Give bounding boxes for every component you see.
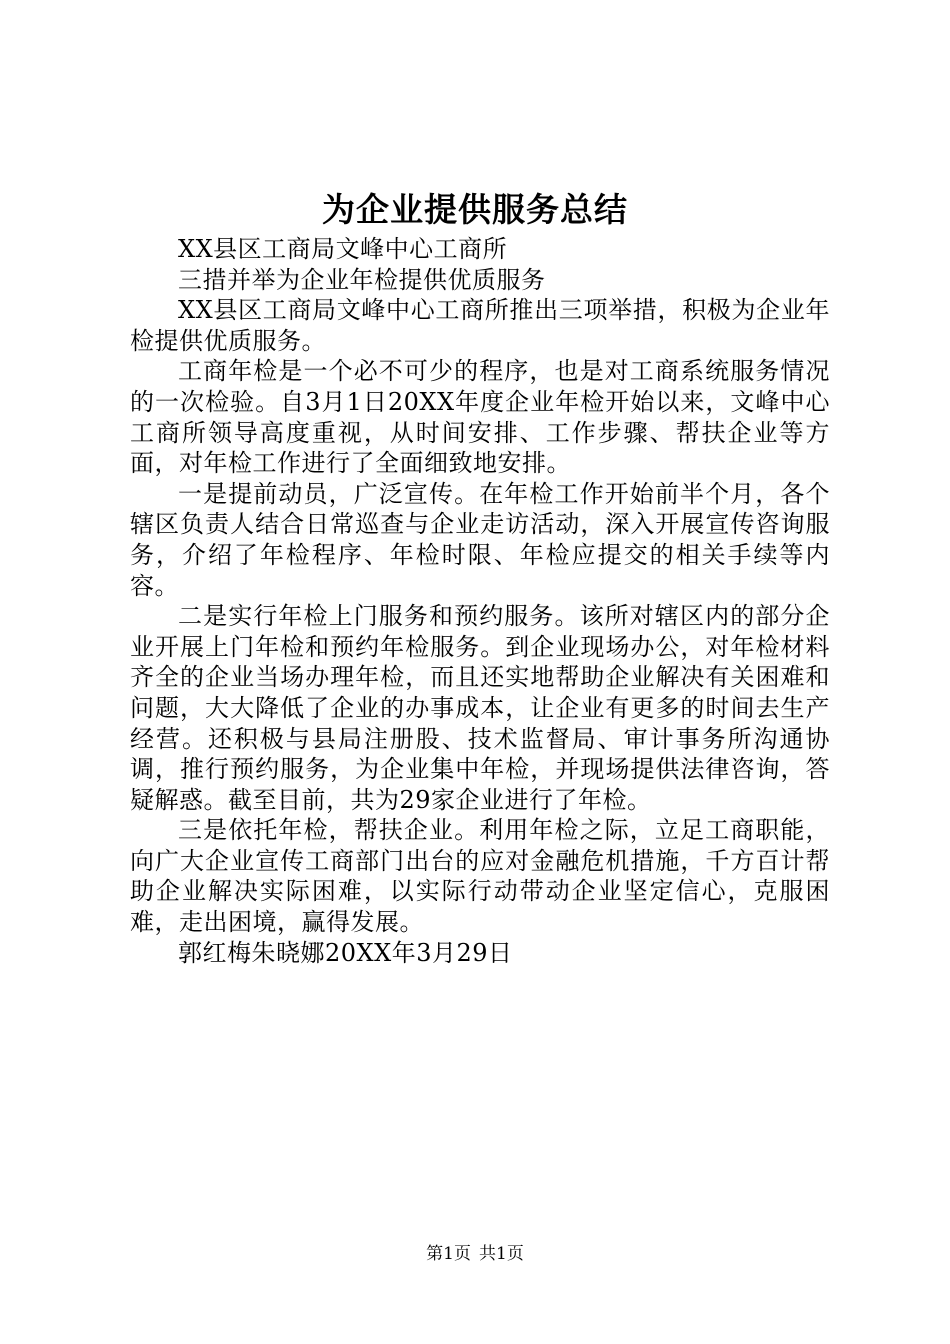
page-footer bbox=[0, 1242, 950, 1266]
page-total: 共1页 bbox=[479, 1244, 524, 1264]
paragraph-office-name: XX县区工商局文峰中心工商所 bbox=[178, 235, 508, 263]
paragraph-measure-three: 三是依托年检，帮扶企业。利用年检之际，立足工商职能，向广大企业宣传工商部门出台的应对金融危机措施，千方百计帮助企业解决实际困难，以实际行动带动企业坚定信心，克服困难，走出困境，赢得发展。 bbox=[130, 816, 830, 937]
paragraph-signature-date: 郭红梅朱晓娜20XX年3月29日 bbox=[178, 938, 513, 967]
document-body bbox=[130, 234, 830, 968]
paragraph-intro: XX县区工商局文峰中心工商所推出三项举措，积极为企业年检提供优质服务。 bbox=[130, 296, 830, 355]
paragraph-subtitle: 三措并举为企业年检提供优质服务 bbox=[178, 265, 546, 294]
paragraph-measure-two: 二是实行年检上门服务和预约服务。该所对辖区内的部分企业开展上门年检和预约年检服务。到企业现场办公，对年检材料齐全的企业当场办理年检，而且还实地帮助企业解决有关困难和问题，大大降低了企业的办事成本，让企业有更多的时间去生产经营。还积极与县局注册股、技术监督局、审计事务所沟通协调，推行预约服务，为企业集中年检，并现场提供法律咨询，答疑解惑。截至目前，共为29家企业进行了年检。 bbox=[130, 602, 830, 814]
paragraph-background: 工商年检是一个必不可少的程序，也是对工商系统服务情况的一次检验。自3月1日20XX年度企业年检开始以来，文峰中心工商所领导高度重视，从时间安排、工作步骤、帮扶企业等方面，对年检工作进行了全面细致地安排。 bbox=[130, 357, 830, 478]
page-number: 第1页 bbox=[426, 1244, 471, 1264]
paragraph-measure-one: 一是提前动员，广泛宣传。在年检工作开始前半个月，各个辖区负责人结合日常巡查与企业走访活动，深入开展宣传咨询服务，介绍了年检程序、年检时限、年检应提交的相关手续等内容。 bbox=[130, 479, 830, 600]
document-title: 为企业提供服务总结 bbox=[322, 190, 628, 229]
